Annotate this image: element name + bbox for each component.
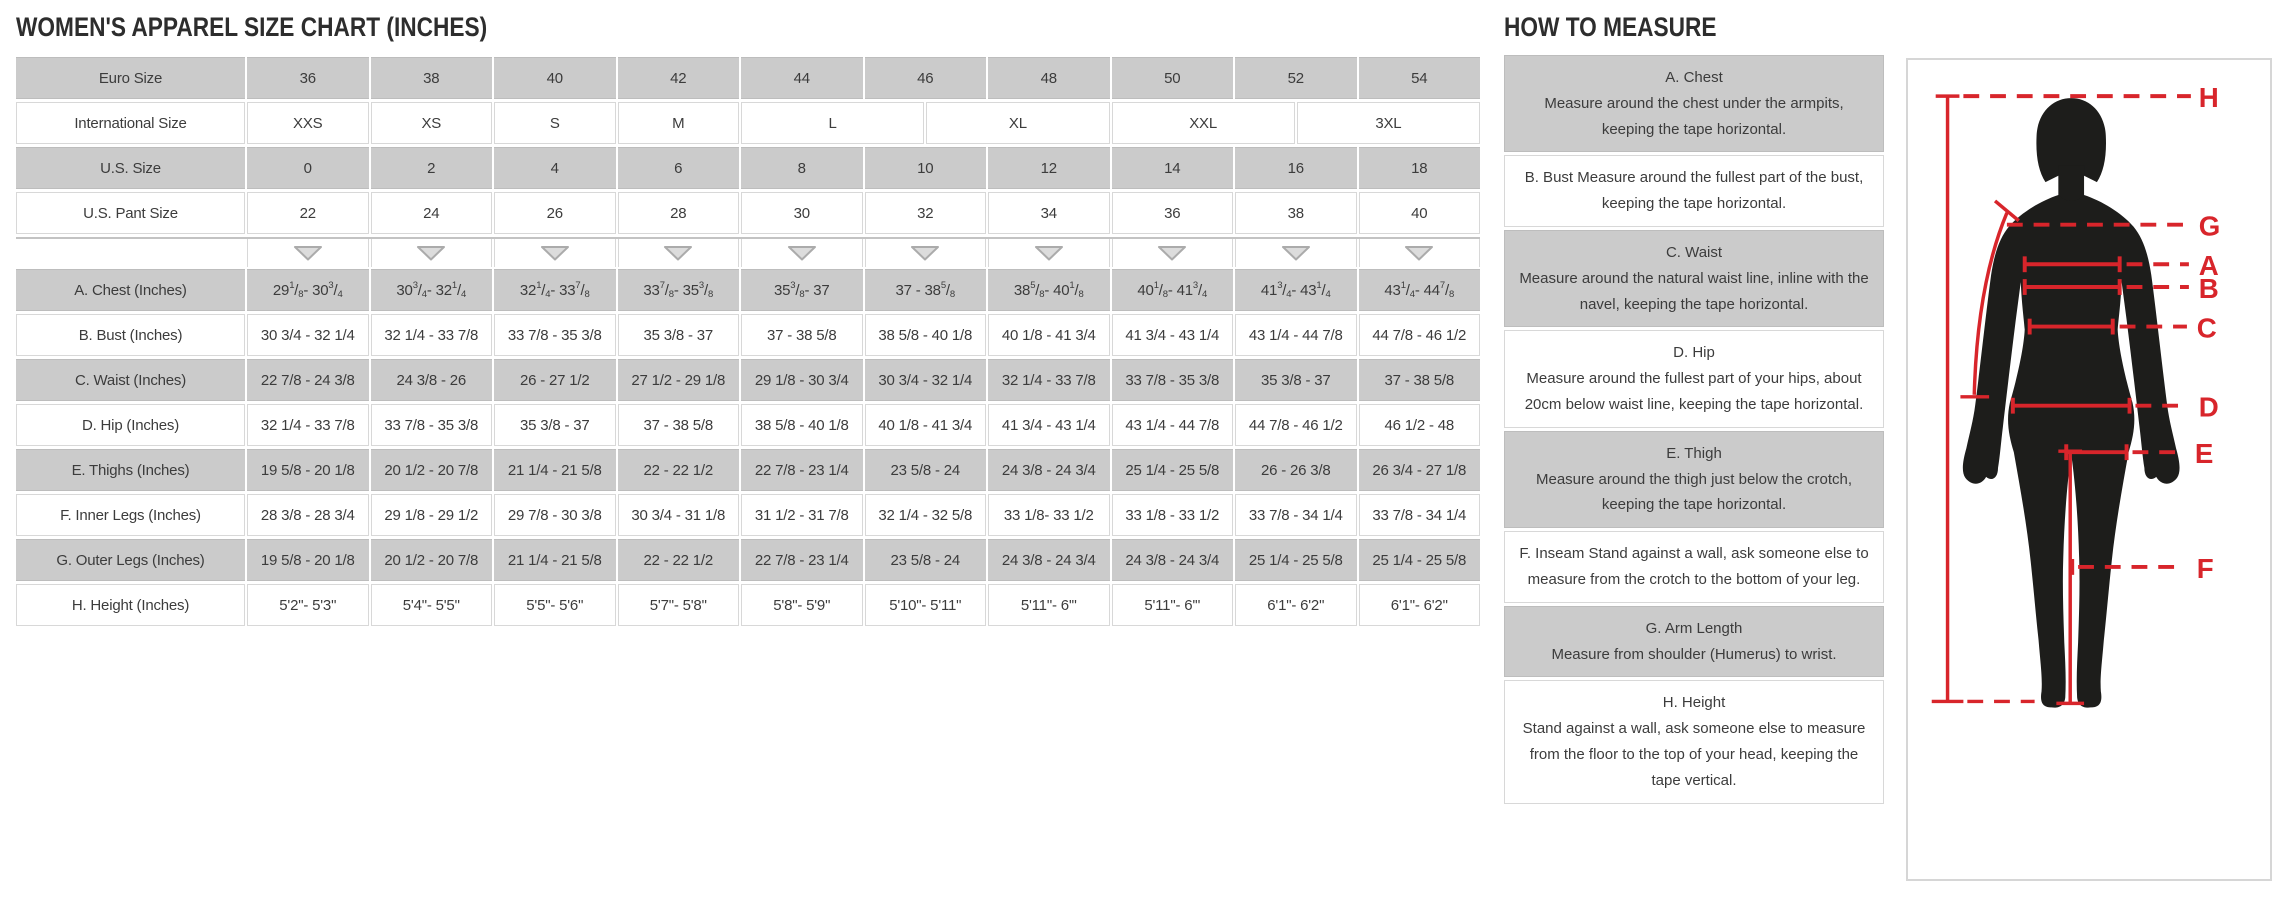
- size-cell: 35 3/8 - 37: [494, 404, 616, 446]
- column-dropdown-arrow[interactable]: [988, 239, 1110, 267]
- table-row: [16, 494, 1480, 536]
- size-cell: 43 1/4 - 44 7/8: [1235, 314, 1357, 356]
- size-cell: 23 5/8 - 24: [865, 449, 987, 491]
- size-cell: S: [494, 102, 616, 144]
- size-cell: 26 - 26 3/8: [1235, 449, 1357, 491]
- size-cell: 29 1/8 - 30 3/4: [741, 359, 863, 401]
- guide-item-heading: E. Thigh: [1666, 444, 1722, 462]
- size-cell: 42: [618, 57, 740, 99]
- row-label: F. Inner Legs (Inches): [16, 494, 245, 536]
- row-label: [16, 239, 245, 267]
- size-cell: 36: [247, 57, 369, 99]
- size-cell: 30 3/4 - 31 1/8: [618, 494, 740, 536]
- size-cell: 32 $^1$ / $_4$ - 33 $^7$ / $_8$: [494, 269, 616, 311]
- table-row: [16, 359, 1480, 401]
- size-cell: 5'11"- 6'": [1112, 584, 1234, 626]
- size-cell: 19 5/8 - 20 1/8: [247, 449, 369, 491]
- measure-guide-section: [1504, 12, 1884, 807]
- guide-item-heading: H. Height: [1662, 694, 1726, 712]
- size-cell: 40 1/8 - 41 3/4: [865, 404, 987, 446]
- guide-item-heading: C. Waist: [1665, 243, 1723, 261]
- size-cell: 34: [988, 192, 1110, 234]
- size-cell: 37 - 38 5/8: [741, 314, 863, 356]
- figure-label-H: H: [2198, 82, 2219, 114]
- size-cell: 35 $^3$ / $_8$ - 37: [741, 269, 863, 311]
- size-cell: 30 3/4 - 32 1/4: [247, 314, 369, 356]
- measure-guide-title: HOW TO MEASURE: [1504, 12, 1717, 42]
- dropdown-arrow-icon: [663, 245, 693, 261]
- guide-item-text: Measure around the natural waist line, inline with the navel, keeping the tape horizontal.: [1519, 269, 1869, 313]
- size-cell: 24 3/8 - 24 3/4: [988, 449, 1110, 491]
- figure-label-A: A: [2198, 250, 2219, 282]
- guide-item-heading: F. Inseam: [1519, 545, 1589, 563]
- size-cell: 5'5"- 5'6": [494, 584, 616, 626]
- guide-item-text: Measure around the fullest part of your hips, about 20cm below waist line, keeping the tape horizontal.: [1524, 370, 1864, 413]
- size-cell: 54: [1359, 57, 1481, 99]
- column-dropdown-arrow[interactable]: [741, 239, 863, 267]
- figure-label-D: D: [2198, 391, 2219, 423]
- guide-item-text: Stand against a wall, ask someone else to measure from the floor to the top of your head, keeping the tape vertical.: [1522, 720, 1866, 789]
- size-cell: 22 - 22 1/2: [618, 449, 740, 491]
- size-cell: 37 - 38 5/8: [618, 404, 740, 446]
- size-cell: 22 7/8 - 24 3/8: [247, 359, 369, 401]
- size-cell: 2: [371, 147, 493, 189]
- size-chart-title: WOMEN'S APPAREL SIZE CHART (INCHES): [16, 12, 488, 42]
- dropdown-arrow-icon: [416, 245, 446, 261]
- size-cell: 32 1/4 - 33 7/8: [247, 404, 369, 446]
- size-cell: 46 1/2 - 48: [1359, 404, 1481, 446]
- figure-label-G: G: [2198, 210, 2221, 242]
- size-cell: 26: [494, 192, 616, 234]
- column-dropdown-arrow[interactable]: [618, 239, 740, 267]
- size-cell: 33 1/8- 33 1/2: [988, 494, 1110, 536]
- size-cell: 23 5/8 - 24: [865, 539, 987, 581]
- size-cell: 5'2"- 5'3": [247, 584, 369, 626]
- size-cell: 32 1/4 - 32 5/8: [865, 494, 987, 536]
- guide-item: [1504, 431, 1884, 528]
- guide-item: [1504, 606, 1884, 678]
- measure-guide-list: [1504, 55, 1884, 804]
- size-cell: 33 7/8 - 35 3/8: [1112, 359, 1234, 401]
- figure-label-F: F: [2196, 552, 2214, 584]
- size-cell: 36: [1112, 192, 1234, 234]
- size-cell: 33 1/8 - 33 1/2: [1112, 494, 1234, 536]
- table-row: [16, 192, 1480, 234]
- size-cell: 0: [247, 147, 369, 189]
- size-cell: 38: [371, 57, 493, 99]
- size-cell: 5'8"- 5'9": [741, 584, 863, 626]
- guide-item-text: F. Inseam Stand against a wall, ask someone else to measure from the crotch to the bottom of your leg.: [1519, 545, 1869, 588]
- size-cell: XXS: [247, 102, 369, 144]
- table-row: [16, 584, 1480, 626]
- row-label: A. Chest (Inches): [16, 269, 245, 311]
- size-cell: M: [618, 102, 740, 144]
- size-cell: 41 3/4 - 43 1/4: [1112, 314, 1234, 356]
- table-row: [16, 237, 1480, 267]
- guide-item: [1504, 230, 1884, 327]
- dropdown-arrow-icon: [1281, 245, 1311, 261]
- row-label: U.S. Pant Size: [16, 192, 245, 234]
- size-cell: 6'1"- 6'2": [1235, 584, 1357, 626]
- size-cell: 48: [988, 57, 1110, 99]
- size-cell: 33 7/8 - 35 3/8: [371, 404, 493, 446]
- arm-curve-top-tick: [1995, 201, 2019, 221]
- column-dropdown-arrow[interactable]: [1112, 239, 1234, 267]
- size-cell: L: [741, 102, 924, 144]
- size-cell: 38: [1235, 192, 1357, 234]
- table-row: [16, 269, 1480, 311]
- size-cell: 38 5/8 - 40 1/8: [865, 314, 987, 356]
- column-dropdown-arrow[interactable]: [371, 239, 493, 267]
- column-dropdown-arrow[interactable]: [494, 239, 616, 267]
- size-cell: 4: [494, 147, 616, 189]
- size-cell: 33 $^7$ / $_8$ - 35 $^3$ / $_8$: [618, 269, 740, 311]
- size-cell: 44 7/8 - 46 1/2: [1359, 314, 1481, 356]
- figure-label-E: E: [2194, 438, 2214, 470]
- size-cell: 40: [1359, 192, 1481, 234]
- row-label: D. Hip (Inches): [16, 404, 245, 446]
- size-cell: 29 7/8 - 30 3/8: [494, 494, 616, 536]
- size-cell: 43 $^1$ / $_4$ - 44 $^7$ / $_8$: [1359, 269, 1481, 311]
- size-cell: 5'4"- 5'5": [371, 584, 493, 626]
- dropdown-arrow-icon: [910, 245, 940, 261]
- size-cell: XL: [926, 102, 1109, 144]
- table-row: [16, 449, 1480, 491]
- size-cell: XXL: [1112, 102, 1295, 144]
- size-cell: 38 5/8 - 40 1/8: [741, 404, 863, 446]
- guide-item-heading: D. Hip: [1673, 344, 1715, 362]
- size-cell: 24: [371, 192, 493, 234]
- size-cell: 40 $^1$ / $_8$ - 41 $^3$ / $_4$: [1112, 269, 1234, 311]
- dropdown-arrow-icon: [293, 245, 323, 261]
- figure-label-B: B: [2198, 272, 2219, 304]
- size-cell: 33 7/8 - 35 3/8: [494, 314, 616, 356]
- size-cell: 35 3/8 - 37: [618, 314, 740, 356]
- size-chart-section: [16, 12, 1480, 629]
- size-cell: 25 1/4 - 25 5/8: [1112, 449, 1234, 491]
- figure-labels: [2195, 82, 2221, 584]
- guide-item: [1504, 531, 1884, 603]
- size-cell: 40 1/8 - 41 3/4: [988, 314, 1110, 356]
- table-row: [16, 147, 1480, 189]
- size-cell: 35 3/8 - 37: [1235, 359, 1357, 401]
- size-cell: 5'7"- 5'8": [618, 584, 740, 626]
- size-cell: 44 7/8 - 46 1/2: [1235, 404, 1357, 446]
- dropdown-arrow-icon: [1034, 245, 1064, 261]
- size-cell: 3XL: [1297, 102, 1480, 144]
- size-cell: 5'11"- 6'": [988, 584, 1110, 626]
- row-label: Euro Size: [16, 57, 245, 99]
- size-cell: 8: [741, 147, 863, 189]
- size-cell: 26 - 27 1/2: [494, 359, 616, 401]
- size-cell: 43 1/4 - 44 7/8: [1112, 404, 1234, 446]
- figure-panel: [1906, 58, 2272, 881]
- size-cell: 19 5/8 - 20 1/8: [247, 539, 369, 581]
- size-cell: 14: [1112, 147, 1234, 189]
- size-cell: 26 3/4 - 27 1/8: [1359, 449, 1481, 491]
- row-label: B. Bust (Inches): [16, 314, 245, 356]
- size-cell: 38 $^5$ / $_8$ - 40 $^1$ / $_8$: [988, 269, 1110, 311]
- size-cell: 37 - 38 $^5$ / $_8$: [865, 269, 987, 311]
- guide-item-text: Measure from shoulder (Humerus) to wrist.: [1551, 645, 1837, 663]
- size-cell: 37 - 38 5/8: [1359, 359, 1481, 401]
- dropdown-arrow-icon: [787, 245, 817, 261]
- size-cell: 20 1/2 - 20 7/8: [371, 449, 493, 491]
- size-cell: 25 1/4 - 25 5/8: [1359, 539, 1481, 581]
- row-label: U.S. Size: [16, 147, 245, 189]
- column-dropdown-arrow[interactable]: [247, 239, 369, 267]
- measurement-figure: [1908, 60, 2270, 879]
- guide-item-heading: G. Arm Length: [1645, 619, 1743, 637]
- dropdown-arrow-icon: [540, 245, 570, 261]
- size-cell: 50: [1112, 57, 1234, 99]
- dropdown-arrow-icon: [1157, 245, 1187, 261]
- table-row: [16, 539, 1480, 581]
- size-cell: 32: [865, 192, 987, 234]
- size-cell: 10: [865, 147, 987, 189]
- size-cell: 32 1/4 - 33 7/8: [988, 359, 1110, 401]
- guide-item-text: B. Bust Measure around the fullest part of the bust, keeping the tape horizontal.: [1524, 169, 1864, 213]
- size-cell: 30: [741, 192, 863, 234]
- size-cell: 41 3/4 - 43 1/4: [988, 404, 1110, 446]
- size-cell: 24 3/8 - 24 3/4: [988, 539, 1110, 581]
- guide-item: [1504, 155, 1884, 227]
- size-cell: 22 - 22 1/2: [618, 539, 740, 581]
- size-cell: 33 7/8 - 34 1/4: [1235, 494, 1357, 536]
- size-cell: 30 $^3$ / $_4$ - 32 $^1$ / $_4$: [371, 269, 493, 311]
- figure-label-C: C: [2196, 312, 2217, 344]
- size-cell: 33 7/8 - 34 1/4: [1359, 494, 1481, 536]
- dropdown-arrow-icon: [1404, 245, 1434, 261]
- size-cell: 28: [618, 192, 740, 234]
- size-cell: 46: [865, 57, 987, 99]
- size-cell: 28 3/8 - 28 3/4: [247, 494, 369, 536]
- size-cell: 18: [1359, 147, 1481, 189]
- row-label: C. Waist (Inches): [16, 359, 245, 401]
- size-cell: 21 1/4 - 21 5/8: [494, 449, 616, 491]
- size-cell: 29 1/8 - 29 1/2: [371, 494, 493, 536]
- size-cell: 30 3/4 - 32 1/4: [865, 359, 987, 401]
- size-cell: 22 7/8 - 23 1/4: [741, 539, 863, 581]
- size-cell: 52: [1235, 57, 1357, 99]
- size-cell: 20 1/2 - 20 7/8: [371, 539, 493, 581]
- size-cell: 41 $^3$ / $_4$ - 43 $^1$ / $_4$: [1235, 269, 1357, 311]
- guide-item: [1504, 55, 1884, 152]
- table-row: [16, 102, 1480, 144]
- size-cell: 44: [741, 57, 863, 99]
- size-cell: 32 1/4 - 33 7/8: [371, 314, 493, 356]
- size-cell: XS: [371, 102, 493, 144]
- size-cell: 29 $^1$ / $_8$ - 30 $^3$ / $_4$: [247, 269, 369, 311]
- size-cell: 27 1/2 - 29 1/8: [618, 359, 740, 401]
- size-cell: 5'10"- 5'11": [865, 584, 987, 626]
- guide-item-text: Measure around the thigh just below the crotch, keeping the tape horizontal.: [1535, 470, 1853, 514]
- guide-item-heading: B. Bust: [1524, 169, 1578, 187]
- column-dropdown-arrow[interactable]: [865, 239, 987, 267]
- guide-item: [1504, 330, 1884, 427]
- size-cell: 12: [988, 147, 1110, 189]
- size-table: [16, 57, 1480, 626]
- row-label: G. Outer Legs (Inches): [16, 539, 245, 581]
- table-row: [16, 57, 1480, 99]
- size-cell: 24 3/8 - 26: [371, 359, 493, 401]
- size-cell: 25 1/4 - 25 5/8: [1235, 539, 1357, 581]
- guide-item: [1504, 680, 1884, 803]
- size-cell: 6: [618, 147, 740, 189]
- size-cell: 21 1/4 - 21 5/8: [494, 539, 616, 581]
- table-row: [16, 314, 1480, 356]
- column-dropdown-arrow[interactable]: [1235, 239, 1357, 267]
- size-cell: 16: [1235, 147, 1357, 189]
- size-cell: 40: [494, 57, 616, 99]
- guide-item-text: Measure around the chest under the armpits, keeping the tape horizontal.: [1544, 94, 1844, 138]
- size-cell: 24 3/8 - 24 3/4: [1112, 539, 1234, 581]
- column-dropdown-arrow[interactable]: [1359, 239, 1481, 267]
- row-label: H. Height (Inches): [16, 584, 245, 626]
- size-cell: 31 1/2 - 31 7/8: [741, 494, 863, 536]
- table-row: [16, 404, 1480, 446]
- size-cell: 22 7/8 - 23 1/4: [741, 449, 863, 491]
- row-label: International Size: [16, 102, 245, 144]
- size-cell: 6'1"- 6'2": [1359, 584, 1481, 626]
- row-label: E. Thighs (Inches): [16, 449, 245, 491]
- guide-item-heading: A. Chest: [1665, 69, 1723, 86]
- size-cell: 22: [247, 192, 369, 234]
